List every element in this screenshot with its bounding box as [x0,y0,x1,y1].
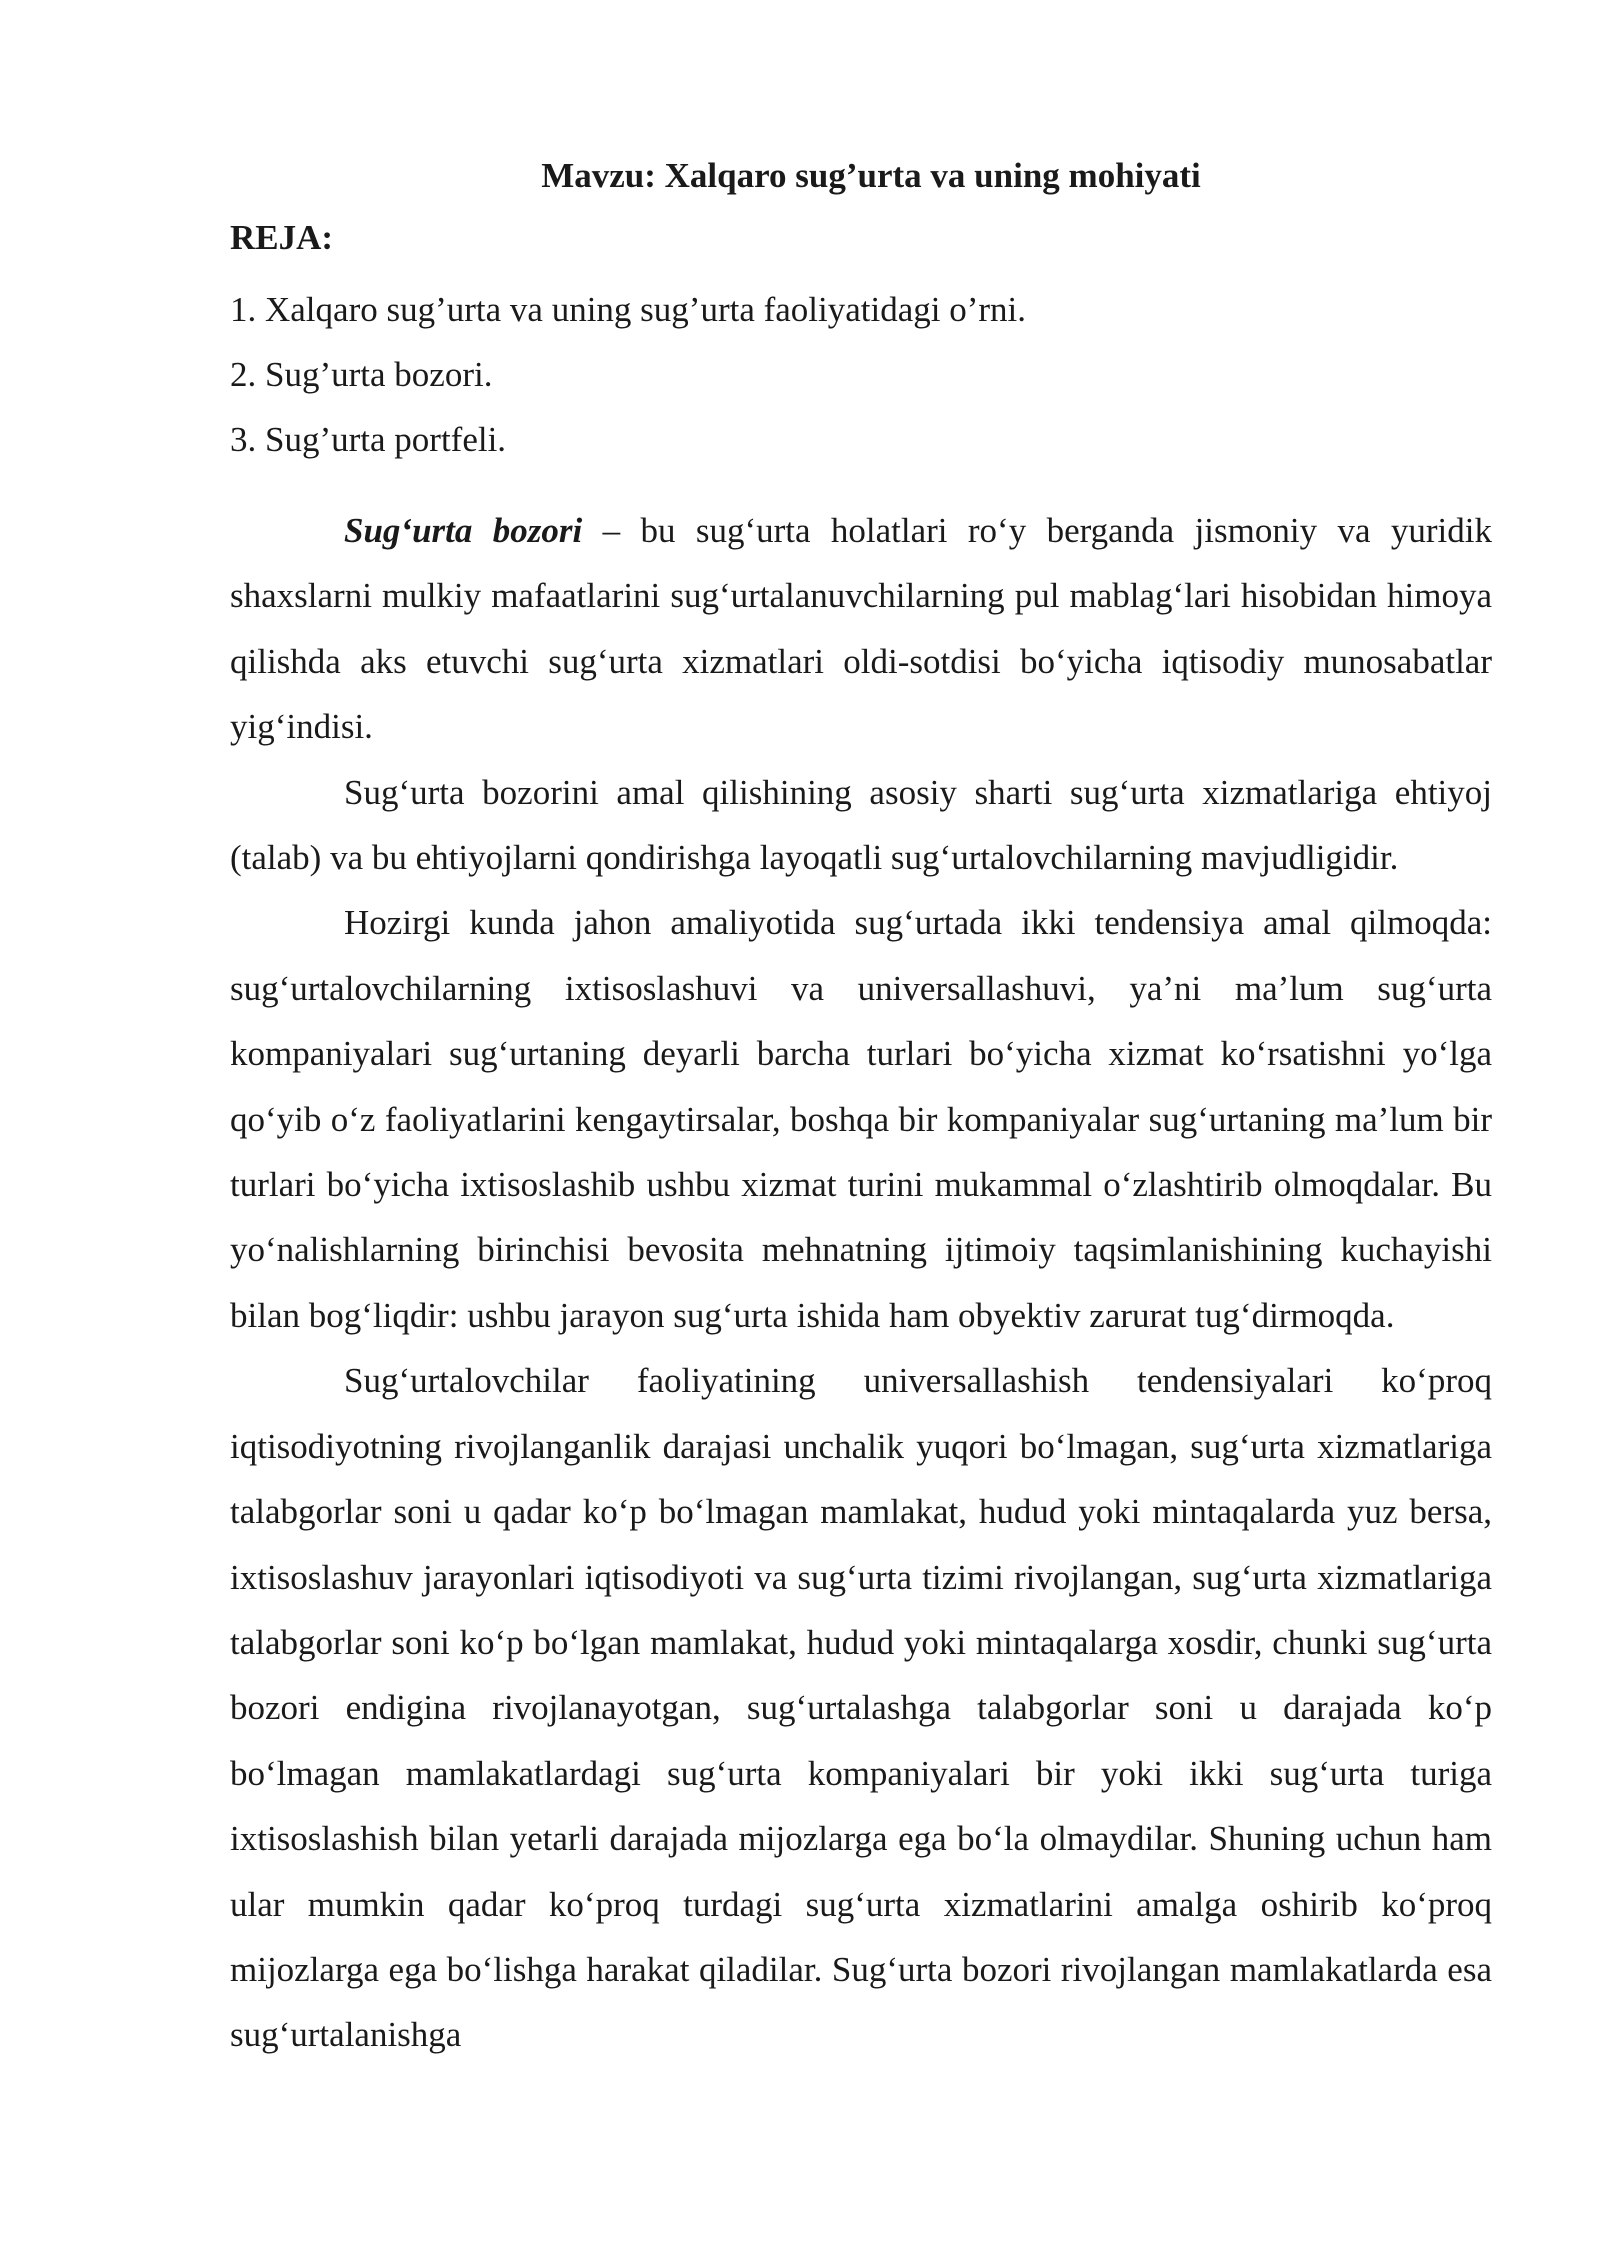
plan-list [230,277,1492,472]
plan-item: 3. Sug’urta portfeli. [230,420,507,459]
paragraph: Hozirgi kunda jahon amaliyotida sug‘urtada ikki tendensiya amal qilmoqda: sug‘urtalovchilarning ixtisoslashuvi va universallashuvi, ya’ni ma’lum sug‘urta kompaniyalari sug‘urtaning deyarli barcha turlari bo‘yicha xizmat ko‘rsatishni yo‘lga qo‘yib o‘z faoliyatlarini kengaytirsalar, boshqa bir kompaniyalar sug‘urtaning ma’lum bir turlari bo‘yicha ixtisoslashib ushbu xizmat turini mukammal o‘zlashtirib olmoqdalar. Bu yo‘nalishlarning birinchisi bevosita mehnatning ijtimoiy taqsimlanishining kuchayishi bilan bog‘liqdir: ushbu jarayon sug‘urta ishida ham obyektiv zarurat tug‘dirmoqda. [230,903,1492,1335]
defined-term: Sug‘urta bozori [344,511,583,550]
paragraph: Sug‘urtalovchilar faoliyatining universallashish tendensiyalari ko‘proq iqtisodiyotning rivojlanganlik darajasi unchalik yuqori bo‘lmagan, sug‘urta xizmatlariga talabgorlar soni u qadar ko‘p bo‘lmagan mamlakat, hudud yoki mintaqalarda yuz bersa, ixtisoslashuv jarayonlari iqtisodiyoti va sug‘urta tizimi rivojlangan, sug‘urta xizmatlariga talabgorlar soni ko‘p bo‘lgan mamlakat, hudud yoki mintaqalarga xosdir, chunki sug‘urta bozori endigina rivojlanayotgan, sug‘urtalashga talabgorlar soni u darajada ko‘p bo‘lmagan mamlakatlardagi sug‘urta kompaniyalari bir yoki ikki sug‘urta turiga ixtisoslashish bilan yetarli darajada mijozlarga ega bo‘la olmaydilar. Shuning uchun ham ular mumkin qadar ko‘proq turdagi sug‘urta xizmatlarini amalga oshirib ko‘proq mijozlarga ega bo‘lishga harakat qiladilar. Sug‘urta bozori rivojlangan mamlakatlarda esa sug‘urtalanishga [230,1361,1492,2055]
document-page [230,150,1492,2068]
paragraph: Sug‘urta bozorini amal qilishining asosiy sharti sug‘urta xizmatlariga ehtiyoj (talab) va bu ehtiyojlarni qondirishga layoqatli sug‘urtalovchilarning mavjudligidir. [230,772,1492,878]
plan-item: 1. Xalqaro sug’urta va uning sug’urta faoliyatidagi o’rni. [230,290,1027,329]
paragraph-definition [230,498,1492,760]
plan-item: 2. Sug’urta bozori. [230,355,493,394]
plan-heading: REJA: [230,218,334,257]
document-title: Mavzu: Xalqaro sug’urta va uning mohiyati [541,156,1201,195]
definition-text: – bu sug‘urta holatlari ro‘y berganda jismoniy va yuridik shaxslarni mulkiy mafaatlarini sug‘urtalanuvchilarning pul mablag‘lari hisobidan himoya qilishda aks etuvchi sug‘urta xizmatlari oldi-sotdisi bo‘yicha iqtisodiy munosabatlar yig‘indisi. [230,511,1492,747]
